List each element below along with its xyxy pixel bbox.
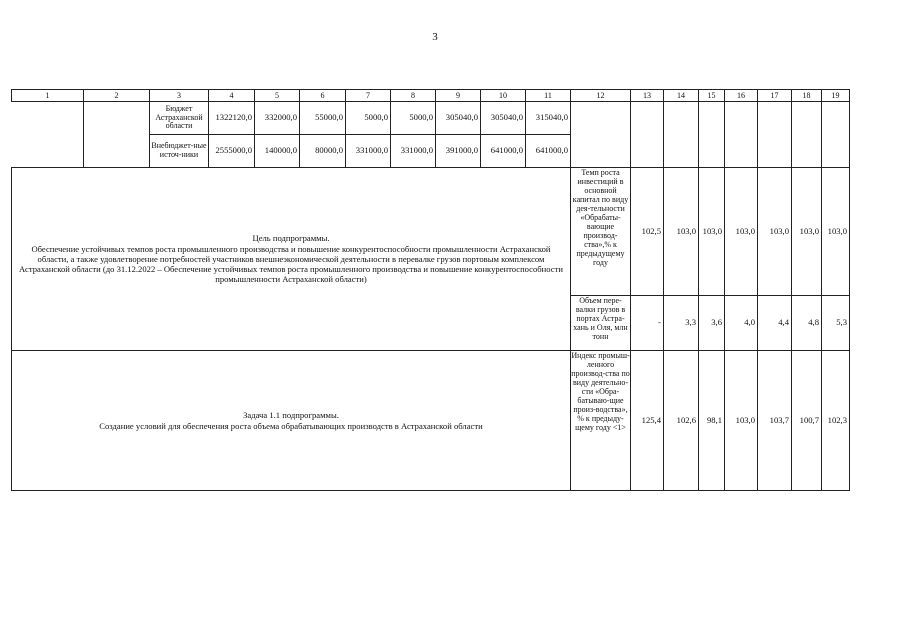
funding-value: 80000,0 [300,135,346,168]
indicator-value: 103,0 [664,168,699,296]
funding-source: Бюджет Астраханской области [150,102,209,135]
funding-value: 641000,0 [526,135,571,168]
indicator-value: 102,3 [822,351,850,491]
indicator-value: 5,3 [822,296,850,351]
indicator-value: 4,8 [792,296,822,351]
empty-cell [725,102,758,168]
indicator-value: 103,0 [758,168,792,296]
funding-value: 331000,0 [346,135,391,168]
col-header: 11 [526,90,571,102]
col-header: 17 [758,90,792,102]
indicator-value: 102,5 [631,168,664,296]
task-cell [12,351,571,491]
task-text: Создание условий для обеспечения роста объема обрабатывающих производств в Астраханской области [99,420,483,431]
col-header: 15 [699,90,725,102]
col-header: 10 [481,90,526,102]
indicator-value: 100,7 [792,351,822,491]
col-header: 2 [84,90,150,102]
funding-value: 332000,0 [255,102,300,135]
empty-cell [699,102,725,168]
col-header: 16 [725,90,758,102]
empty-cell [12,102,84,135]
empty-cell [12,135,84,168]
empty-cell [792,102,822,168]
col-header: 7 [346,90,391,102]
col-header: 9 [436,90,481,102]
funding-source: Внебюджет-ные источ-ники [150,135,209,168]
col-header: 5 [255,90,300,102]
indicator-value: 103,0 [725,351,758,491]
empty-cell [758,102,792,168]
col-header: 19 [822,90,850,102]
empty-cell [84,135,150,168]
funding-value: 331000,0 [391,135,436,168]
goal-title: Цель подпрограммы. [252,233,330,244]
funding-value: 641000,0 [481,135,526,168]
empty-cell [822,102,850,168]
indicator-value: 3,6 [699,296,725,351]
task-title: Задача 1.1 подпрограммы. [243,410,339,421]
goal-text: Обеспечение устойчивых темпов роста промышленного производства и повышение конкурентоспособности промышленности Астраханской области, а также удовлетворение потребностей участников внешнеэкономической деятельности в перевалке грузов портовым комплексом Астраханской области (до 31.12.2022 – Обеспечение устойчивых темпов роста промышленного производства и повышение конкурентоспособности промышленности Астраханской области) [19,243,563,285]
col-header: 4 [209,90,255,102]
goal-cell [12,168,571,351]
funding-value: 55000,0 [300,102,346,135]
empty-cell [631,102,664,168]
empty-cell [664,102,699,168]
indicator-name: Темп роста инвестиций в основной капитал по виду дея-тельности «Обрабаты-вающие производ-ства»,% к предыдущему году [571,168,631,296]
indicator-value: 3,3 [664,296,699,351]
indicator-value: 103,0 [699,168,725,296]
col-header: 6 [300,90,346,102]
column-number-row [12,90,850,102]
funding-value: 140000,0 [255,135,300,168]
indicator-value: 4,0 [725,296,758,351]
empty-cell [571,102,631,168]
indicator-name: Индекс промыш-ленного производ-ства по виду деятельно-сти «Обра-батываю-щие произ-водства», % к предыду-щему году <1> [571,351,631,491]
col-header: 1 [12,90,84,102]
funding-value: 5000,0 [391,102,436,135]
indicator-value: 103,0 [725,168,758,296]
col-header: 18 [792,90,822,102]
indicator-value: 103,0 [792,168,822,296]
page-number: 3 [432,31,438,43]
funding-value: 315040,0 [526,102,571,135]
funding-row [12,102,850,135]
empty-cell [84,102,150,135]
indicator-value: 103,0 [822,168,850,296]
funding-value: 2555000,0 [209,135,255,168]
indicator-value: 102,6 [664,351,699,491]
col-header: 3 [150,90,209,102]
indicator-value: 103,7 [758,351,792,491]
col-header: 14 [664,90,699,102]
indicators-table [11,89,850,491]
indicator-value: 98,1 [699,351,725,491]
col-header: 13 [631,90,664,102]
goal-row [12,168,850,296]
funding-value: 305040,0 [481,102,526,135]
col-header: 12 [571,90,631,102]
funding-value: 1322120,0 [209,102,255,135]
funding-value: 391000,0 [436,135,481,168]
indicator-value: 125,4 [631,351,664,491]
funding-value: 305040,0 [436,102,481,135]
funding-value: 5000,0 [346,102,391,135]
col-header: 8 [391,90,436,102]
task-row [12,351,850,491]
indicator-value: - [631,296,664,351]
indicator-value: 4,4 [758,296,792,351]
indicator-name: Объем пере-валки грузов в портах Астра-хань и Оля, млн тонн [571,296,631,351]
